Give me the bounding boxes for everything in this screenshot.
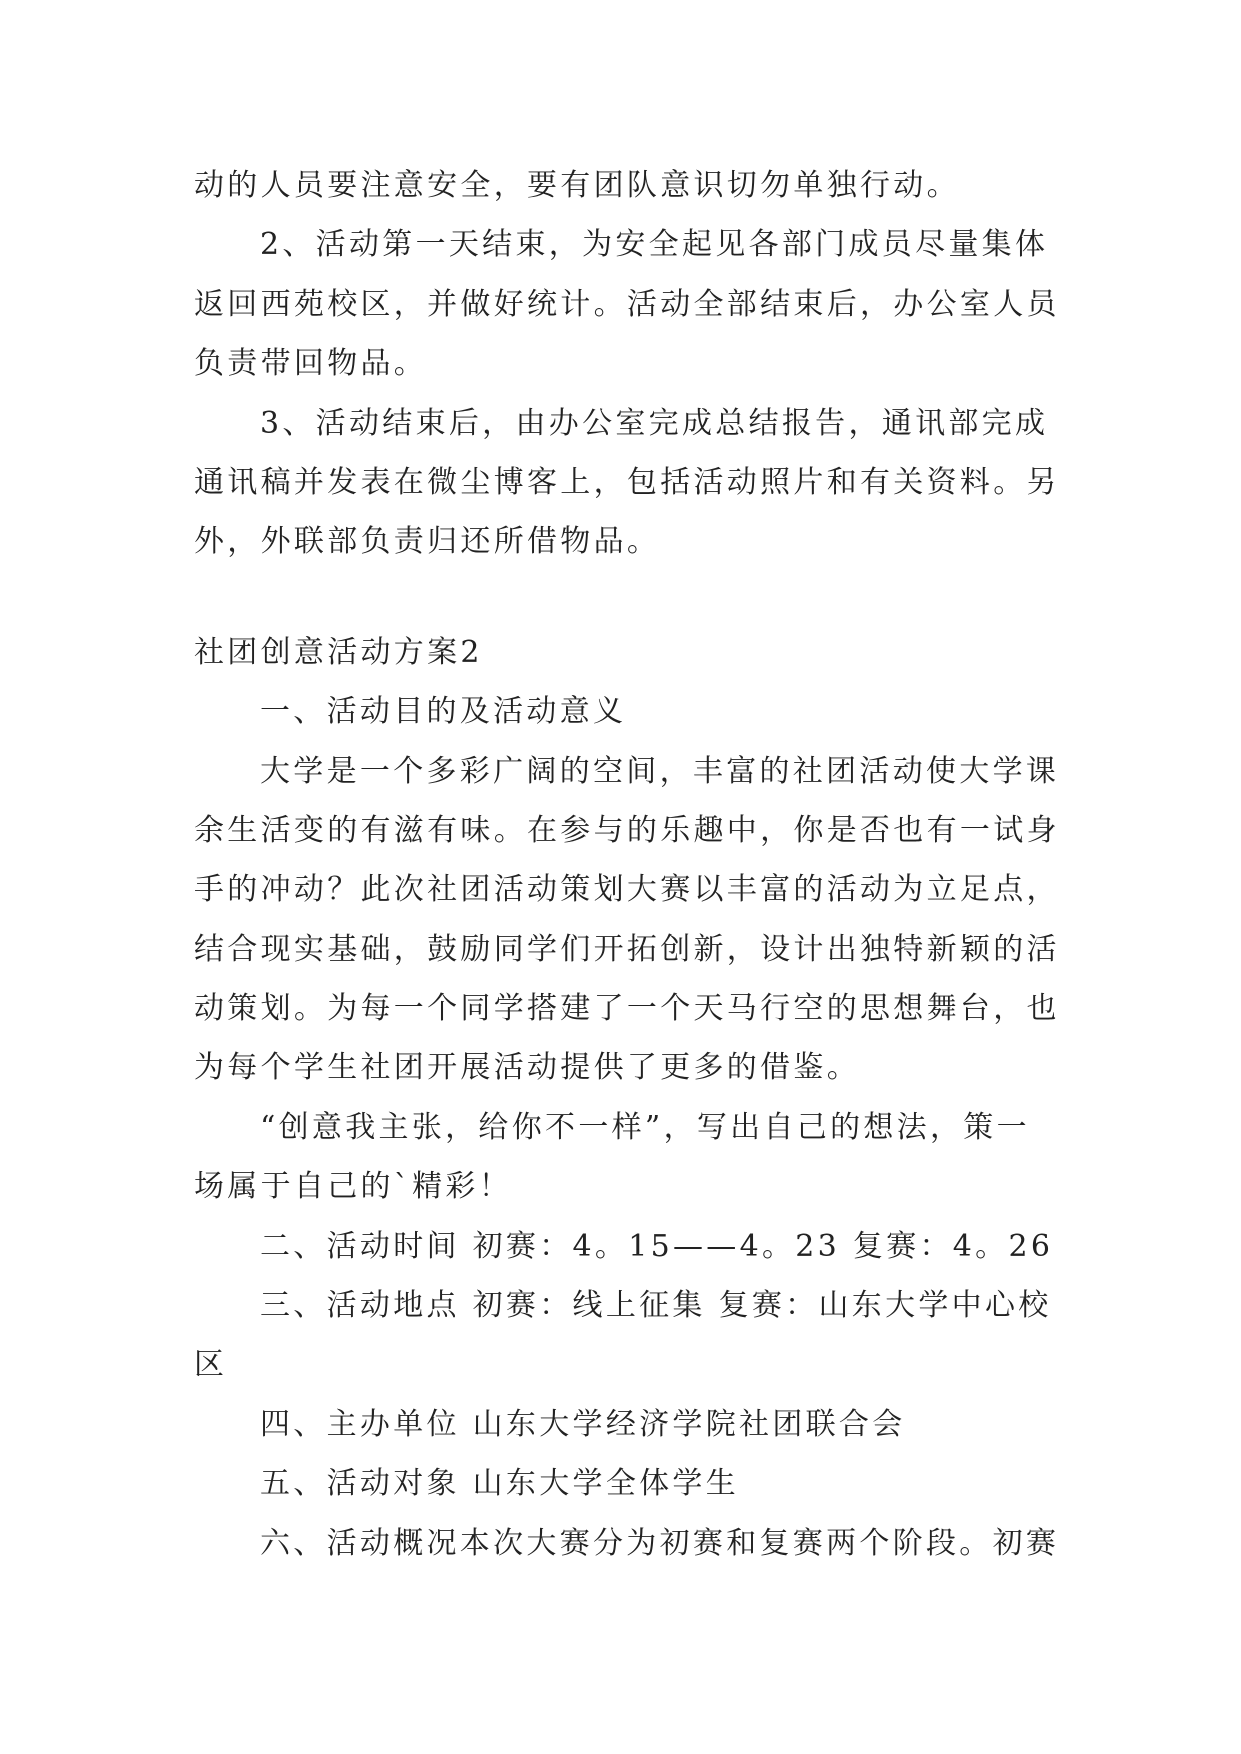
text-line: 二、活动时间 初赛：4。15——4。23 复赛：4。26 [260,1228,1054,1264]
document-body [194,156,1114,1573]
paragraph-slogan [194,1098,1114,1217]
text-line: 一、活动目的及活动意义 [260,694,627,730]
paragraph-audience [194,1454,1114,1513]
paragraph-overview [194,1514,1114,1573]
text-line: 动策划。为每一个同学搭建了一个天马行空的思想舞台，也 [194,991,1060,1027]
text-line: 外，外联部负责归还所借物品。 [194,524,661,560]
text-line: 3、活动结束后，由办公室完成总结报告，通讯部完成 [260,405,1049,441]
paragraph-item-3 [194,394,1114,572]
text-line: 三、活动地点 初赛：线上征集 复赛：山东大学中心校 [260,1288,1052,1324]
text-line: 负责带回物品。 [194,346,428,382]
text-line: 2、活动第一天结束，为安全起见各部门成员尽量集体 [260,227,1049,263]
text-line: 为每个学生社团开展活动提供了更多的借鉴。 [194,1050,860,1086]
section-title-block [194,623,1114,682]
text-line: 区 [194,1347,228,1383]
section-title: 社团创意活动方案2 [194,634,483,670]
text-line: 手的冲动？此次社团活动策划大赛以丰富的活动为立足点， [194,872,1060,908]
text-line: 余生活变的有滋有味。在参与的乐趣中，你是否也有一试身 [194,812,1060,848]
paragraph-location [194,1276,1114,1395]
text-line: 五、活动对象 山东大学全体学生 [260,1466,740,1502]
text-line: 动的人员要注意安全，要有团队意识切勿单独行动。 [194,168,960,203]
text-line: 场属于自己的`精彩！ [194,1169,512,1205]
paragraph-time [194,1217,1114,1276]
text-line: “创意我主张，给你不一样”，写出自己的想法，策一 [260,1109,1030,1145]
text-line: 通讯稿并发表在微尘博客上，包括活动照片和有关资料。另 [194,464,1060,500]
paragraph-continued [194,156,1114,215]
paragraph-purpose-heading [194,682,1114,741]
paragraph-organizer [194,1395,1114,1454]
text-line: 六、活动概况本次大赛分为初赛和复赛两个阶段。初赛 [260,1525,1060,1561]
text-line: 大学是一个多彩广阔的空间，丰富的社团活动使大学课 [260,753,1060,789]
text-line: 返回西苑校区，并做好统计。活动全部结束后，办公室人员 [194,286,1060,322]
text-line: 四、主办单位 山东大学经济学院社团联合会 [260,1406,906,1442]
paragraph-item-2 [194,215,1114,393]
text-line: 结合现实基础，鼓励同学们开拓创新，设计出独特新颖的活 [194,931,1060,967]
paragraph-purpose-body [194,742,1114,1098]
